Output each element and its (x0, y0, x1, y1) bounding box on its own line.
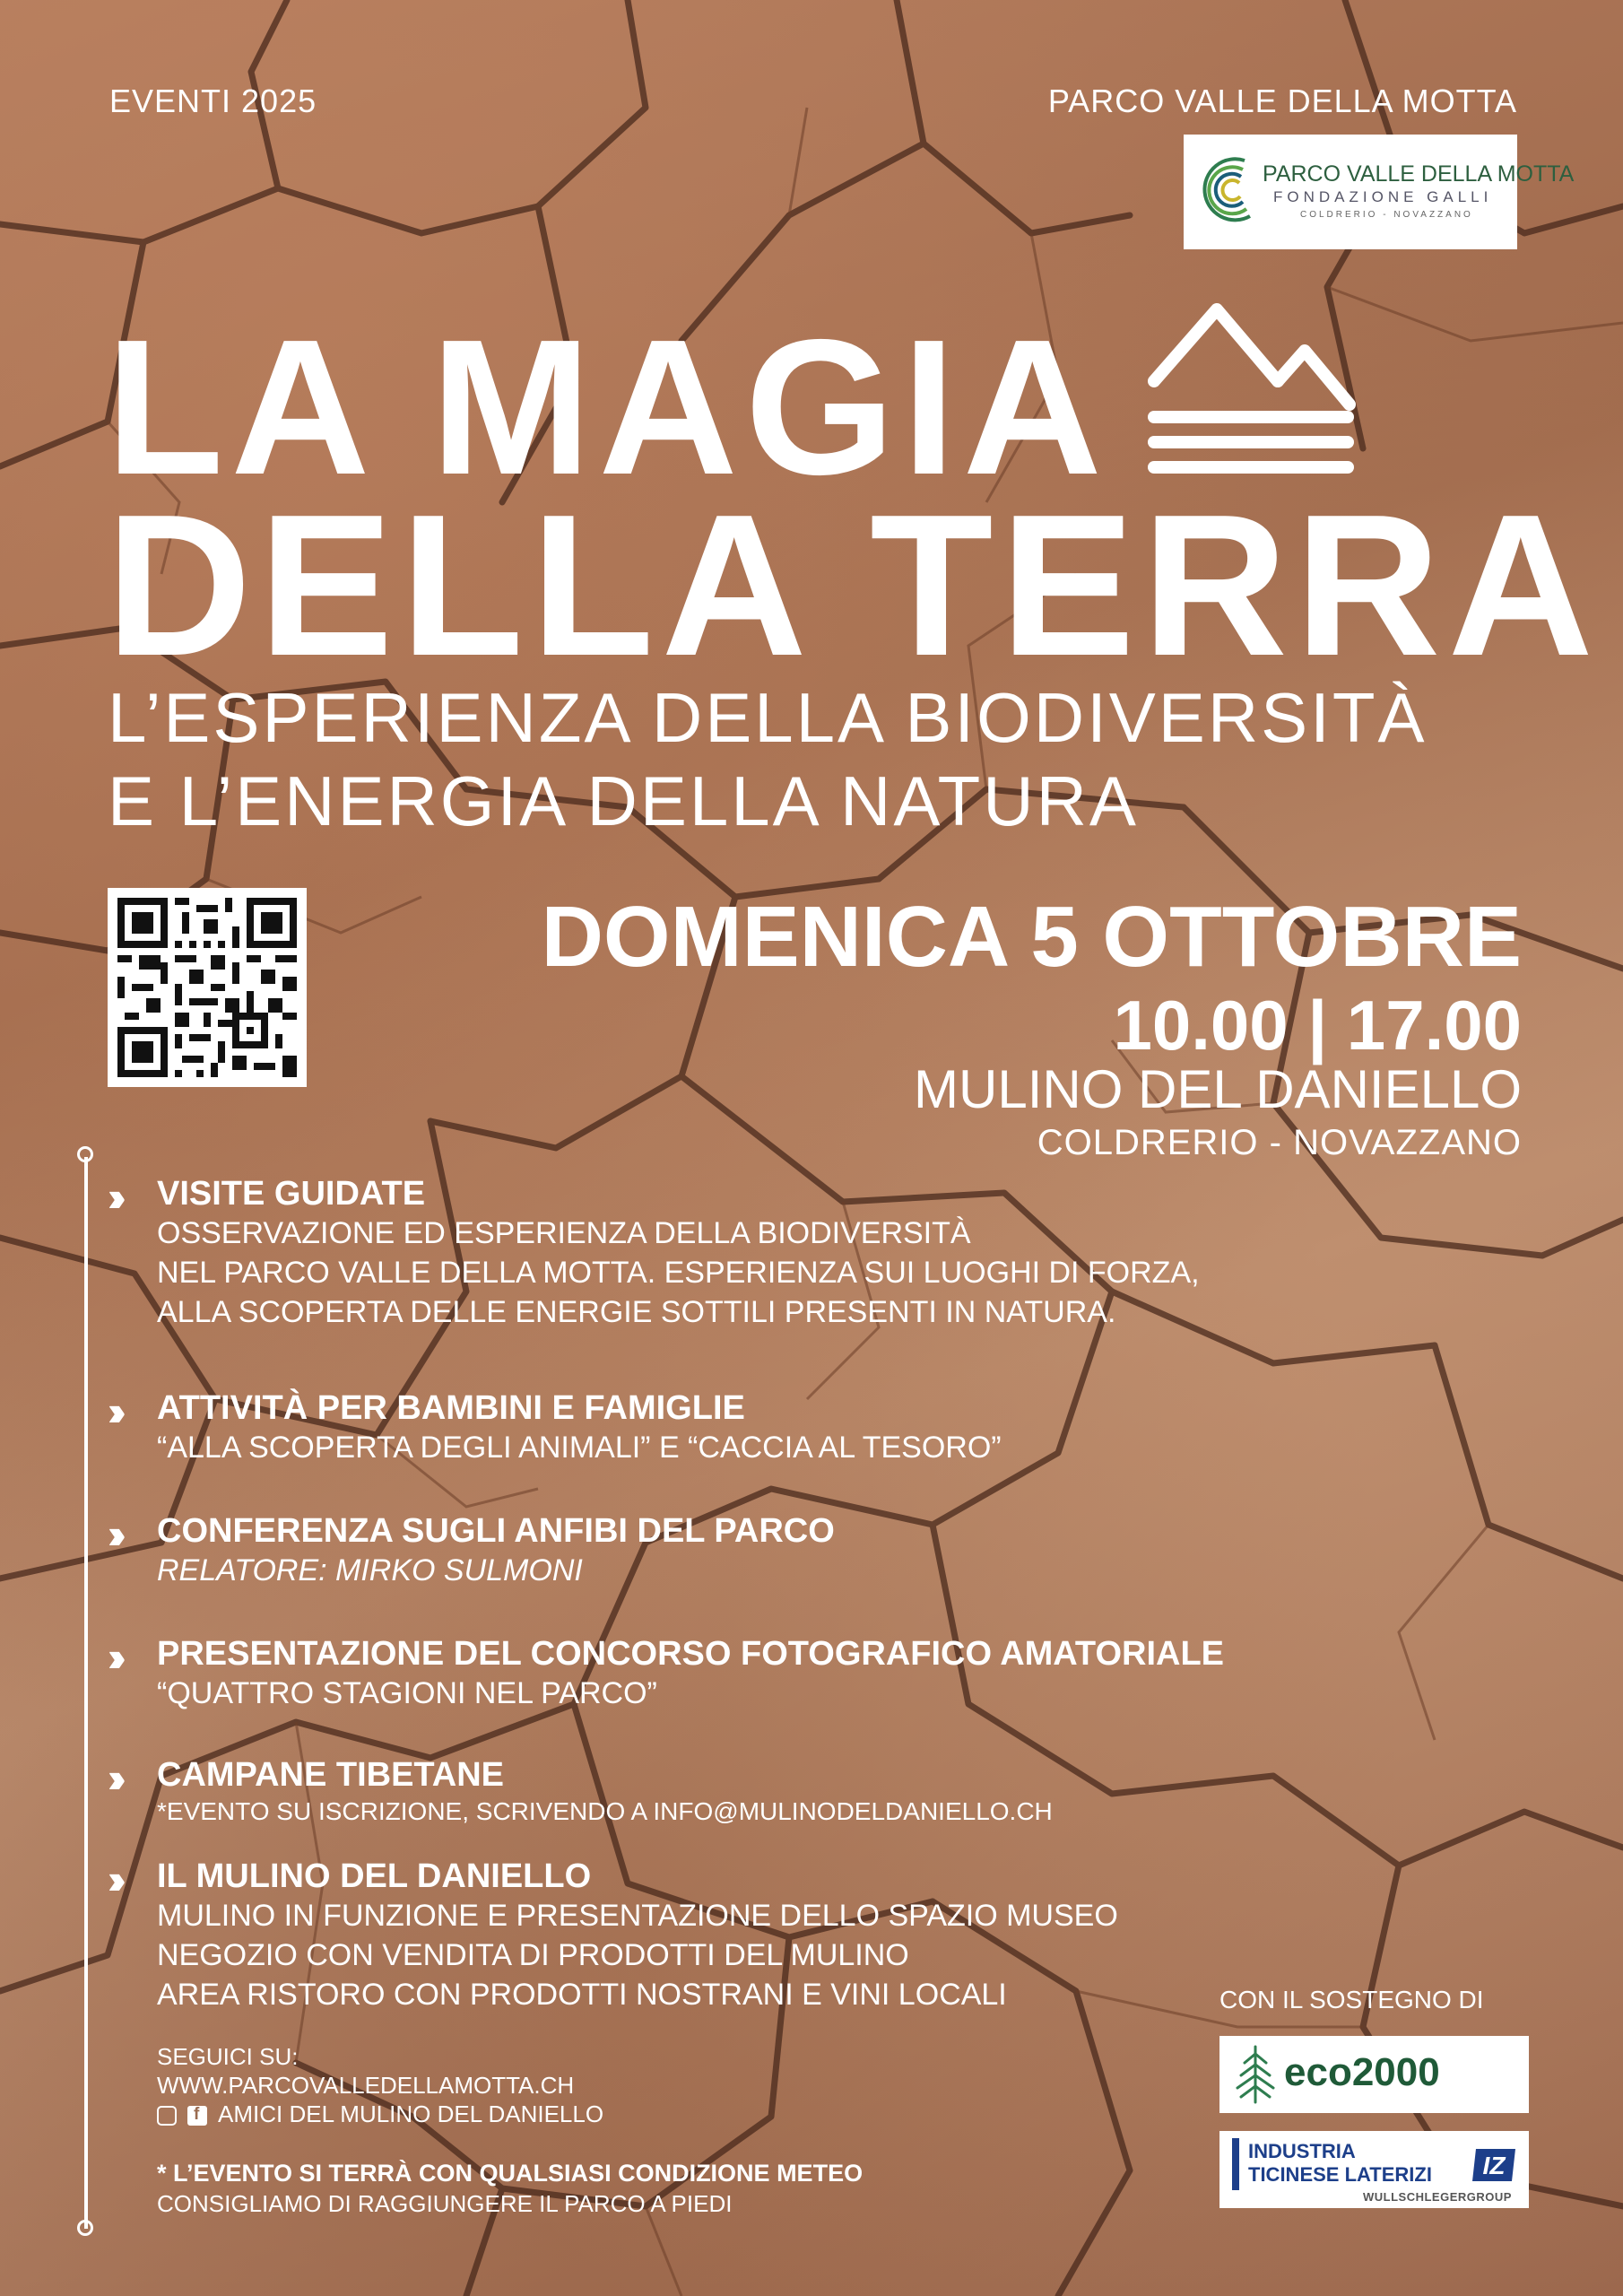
event-town: COLDRERIO - NOVAZZANO (1037, 1123, 1522, 1162)
timeline-dot-bottom (77, 2220, 93, 2236)
subtitle-line-1: L’ESPERIENZA DELLA BIODIVERSITÀ (108, 678, 1428, 757)
sponsor-eco2000-logo (1219, 2036, 1529, 2113)
mountain-icon (1143, 291, 1358, 480)
walk-note: CONSIGLIAMO DI RAGGIUNGERE IL PARCO A PIEDI (157, 2190, 733, 2217)
qr-code[interactable] (108, 888, 307, 1087)
sponsor-itl-logo (1219, 2131, 1529, 2208)
event-time: 10.00 | 17.00 (1113, 986, 1522, 1065)
timeline-dot-top (77, 1146, 93, 1162)
program-item-title: PRESENTAZIONE DEL CONCORSO FOTOGRAFICO AMATORIALE (157, 1635, 1225, 1673)
title-line-1: LA MAGIA (106, 299, 1109, 515)
logo-foundation: FONDAZIONE GALLI (1273, 188, 1493, 205)
program-item-speaker: RELATORE: MIRKO SULMONI (157, 1553, 583, 1587)
title-line-2: DELLA TERRA (106, 472, 1601, 698)
header-park-name: PARCO VALLE DELLA MOTTA (1047, 83, 1517, 119)
program-item-line: OSSERVAZIONE ED ESPERIENZA DELLA BIODIVERSITÀ (157, 1216, 971, 1250)
logo-park-name: PARCO VALLE DELLA MOTTA (1263, 161, 1575, 187)
event-date: DOMENICA 5 OTTOBRE (541, 889, 1522, 985)
itl-line-1: INDUSTRIA (1248, 2140, 1356, 2162)
weather-note: * L’EVENTO SI TERRÀ CON QUALSIASI CONDIZIONE METEO (157, 2160, 864, 2187)
program-item-line: *EVENTO SU ISCRIZIONE, SCRIVENDO A INFO@MULINODELDANIELLO.CH (157, 1797, 1053, 1825)
chevron-icon: ›› (108, 1856, 117, 1902)
website-link[interactable]: WWW.PARCOVALLEDELLAMOTTA.CH (157, 2072, 575, 2099)
follow-label: SEGUICI SU: (157, 2043, 299, 2070)
instagram-icon[interactable] (157, 2106, 177, 2126)
itl-group: WULLSCHLEGERGROUP (1363, 2190, 1512, 2204)
facebook-icon[interactable]: f (187, 2106, 207, 2126)
program-item-title: IL MULINO DEL DANIELLO (157, 1857, 592, 1895)
program-item-line: AREA RISTORO CON PRODOTTI NOSTRANI E VINI LOCALI (157, 1978, 1007, 2012)
timeline-line (84, 1157, 88, 2229)
program-item-line: “ALLA SCOPERTA DEGLI ANIMALI” E “CACCIA AL TESORO” (157, 1431, 1002, 1465)
sponsor-label: CON IL SOSTEGNO DI (1219, 1986, 1484, 2013)
program-item-title: CONFERENZA SUGLI ANFIBI DEL PARCO (157, 1512, 835, 1550)
subtitle-line-2: E L’ENERGIA DELLA NATURA (108, 761, 1139, 840)
program-item-title: ATTIVITÀ PER BAMBINI E FAMIGLIE (157, 1389, 745, 1427)
chevron-icon: ›› (108, 1633, 117, 1680)
program-item-line: “QUATTRO STAGIONI NEL PARCO” (157, 1676, 657, 1710)
logo-towns: COLDRERIO - NOVAZZANO (1300, 210, 1473, 220)
park-logo (1184, 135, 1575, 249)
program-item-line: MULINO IN FUNZIONE E PRESENTAZIONE DELLO SPAZIO MUSEO (157, 1899, 1118, 1933)
chevron-icon: ›› (108, 1510, 117, 1557)
header-event-year: EVENTI 2025 (109, 83, 317, 119)
chevron-icon: ›› (108, 1754, 117, 1801)
chevron-icon: ›› (108, 1173, 117, 1220)
itl-bar (1232, 2138, 1239, 2190)
program-item-line: ALLA SCOPERTA DELLE ENERGIE SOTTILI PRESENTI IN NATURA. (157, 1295, 1116, 1329)
itl-mark-text: IZ (1482, 2152, 1506, 2179)
program-item-title: VISITE GUIDATE (157, 1175, 426, 1213)
eco2000-wordmark: eco2000 (1284, 2050, 1440, 2094)
program-item-line: NEL PARCO VALLE DELLA MOTTA. ESPERIENZA SUI LUOGHI DI FORZA, (157, 1256, 1200, 1290)
tree-icon (1232, 2043, 1279, 2106)
program-item-title: CAMPANE TIBETANE (157, 1756, 505, 1794)
itl-line-2: TICINESE LATERIZI (1248, 2163, 1432, 2186)
event-place: MULINO DEL DANIELLO (914, 1059, 1522, 1119)
chevron-icon: ›› (108, 1387, 117, 1434)
itl-mark-icon (1472, 2142, 1519, 2188)
program-item-line: NEGOZIO CON VENDITA DI PRODOTTI DEL MULINO (157, 1938, 909, 1972)
swirl-icon (1191, 143, 1263, 241)
social-row (157, 2100, 603, 2128)
social-handle[interactable]: AMICI DEL MULINO DEL DANIELLO (218, 2100, 604, 2127)
